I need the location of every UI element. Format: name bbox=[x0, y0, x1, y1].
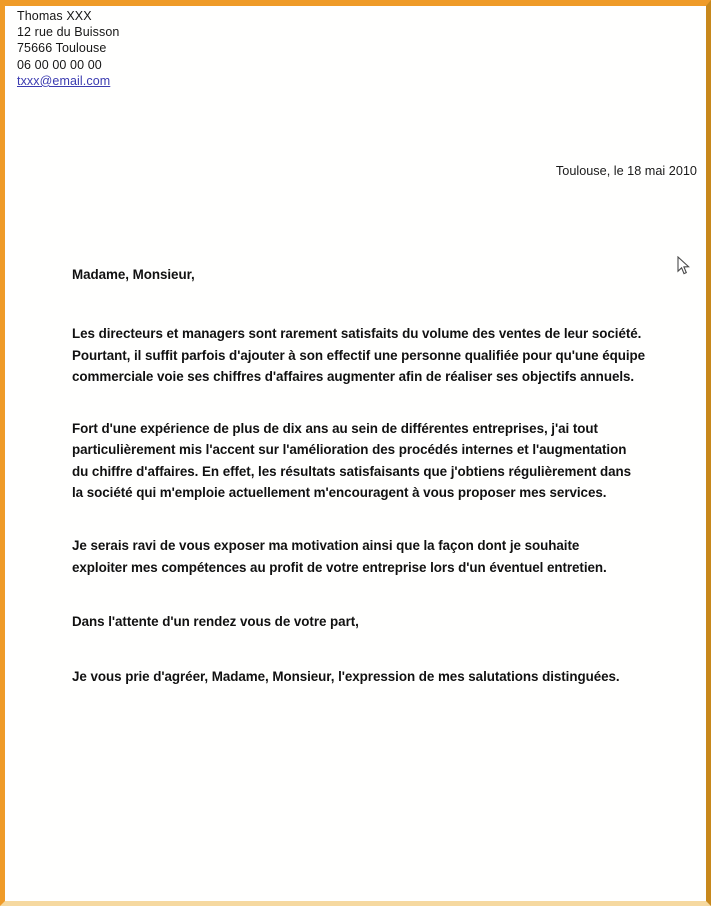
letter-page-inner bbox=[5, 6, 706, 901]
salutation: Madame, Monsieur, bbox=[72, 267, 195, 282]
letter-formal-closing: Je vous prie d'agréer, Madame, Monsieur, l'expression de mes salutations distinguées. bbox=[72, 669, 620, 685]
sender-street: 12 rue du Buisson bbox=[17, 25, 120, 40]
sender-email-link[interactable]: txxx@email.com bbox=[17, 73, 111, 88]
sender-city: 75666 Toulouse bbox=[17, 41, 107, 56]
sender-address-block bbox=[17, 8, 119, 89]
sender-email-line bbox=[17, 73, 119, 89]
sender-phone: 06 00 00 00 00 bbox=[17, 57, 102, 72]
mouse-arrow-cursor bbox=[677, 256, 691, 276]
sender-name: Thomas XXX bbox=[17, 9, 92, 23]
letter-body bbox=[72, 264, 647, 688]
letter-closing-request: Dans l'attente d'un rendez vous de votre part, bbox=[72, 613, 359, 629]
date-line: Toulouse, le 18 mai 2010 bbox=[555, 164, 697, 178]
letter-paragraph-3: Je serais ravi de vous exposer ma motivation ainsi que la façon dont je souhaite exploiter mes compétences au profit de votre entreprise lors d'un éventuel entretien. bbox=[72, 538, 607, 575]
letter-paragraph-1: Les directeurs et managers sont rarement satisfaits du volume des ventes de leur société. Pourtant, il suffit parfois d'ajouter à son effectif une personne qualifiée pour qu'une équipe commerciale voie ses chiffres d'affaires augmenter afin de réaliser ses objectifs annuels. bbox=[72, 326, 646, 384]
letter-paragraph-2: Fort d'une expérience de plus de dix ans au sein de différentes entreprises, j'ai tout particulièrement mis l'accent sur l'amélioration des procédés internes et l'augmentation du chiffre d'affaires. En effet, les résultats satisfaisants que j'obtiens régulièrement dans la société qui m'emploie actuellement m'encouragent à vous proposer mes services. bbox=[72, 421, 632, 501]
